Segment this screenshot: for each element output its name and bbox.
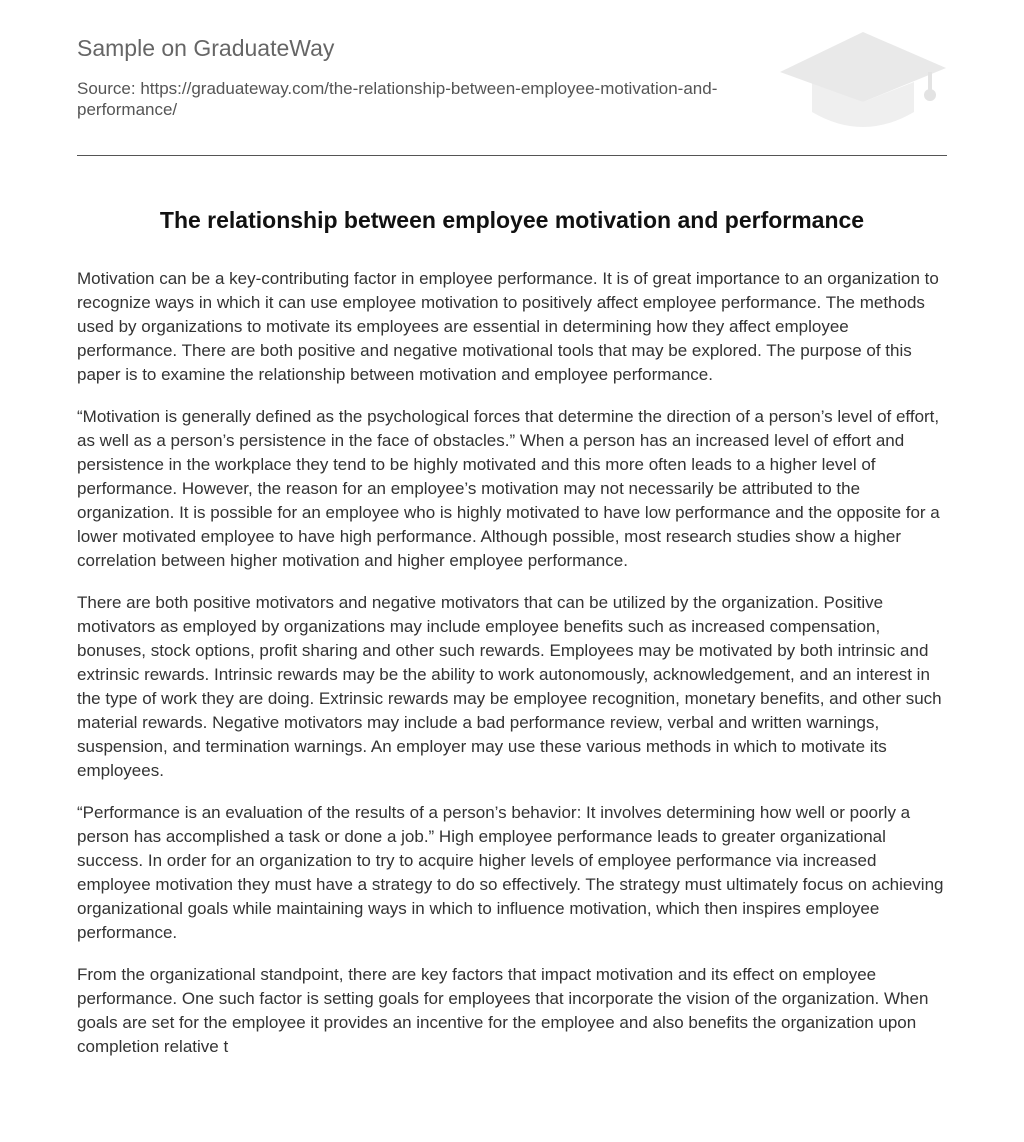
paragraph: Motivation can be a key-contributing factor in employee performance. It is of great importance to an organization to recognize ways in which it can use employee motivation to positively affect employee performance. The methods used by organizations to motivate its employees are essential in determining how they affect employee performance. There are both positive and negative motivational tools that may be explored. The purpose of this paper is to examine the relationship between motivation and employee performance. — [77, 269, 939, 384]
paragraph: “Performance is an evaluation of the results of a person’s behavior: It involves determining how well or poorly a person has accomplished a task or done a job.” High employee performance leads to greater organizational success. In order for an organization to try to acquire higher levels of employee performance via increased employee motivation they must have a strategy to do so effectively. The strategy must ultimately focus on achieving organizational goals while maintaining ways in which to influence motivation, which then inspires employee performance. — [77, 803, 944, 942]
page-header — [77, 0, 947, 156]
article-title: The relationship between employee motivation and performance — [159, 207, 865, 233]
graduation-cap-icon — [780, 30, 946, 134]
source-line — [77, 78, 777, 120]
header-divider — [77, 155, 947, 156]
paragraph: There are both positive motivators and negative motivators that can be utilized by the organization. Positive motivators as employed by organizations may include employee benefits such as increased compensation, bonuses, stock options, profit sharing and other such rewards. Employees may be motivated by both intrinsic and extrinsic rewards. Intrinsic rewards may be the ability to work autonomously, acknowledgement, and an interest in the type of work they are doing. Extrinsic rewards may be employee recognition, monetary benefits, and other such material rewards. Negative motivators may include a bad performance review, verbal and written warnings, suspension, and termination warnings. An employer may use these various methods in which to motivate its employees. — [77, 593, 942, 780]
paragraph: “Motivation is generally defined as the psychological forces that determine the direction of a person’s level of effort, as well as a person’s persistence in the face of obstacles.” When a person has an increased level of effort and persistence in the workplace they tend to be highly motivated and this more often leads to a higher level of performance. However, the reason for an employee’s motivation may not necessarily be attributed to the organization. It is possible for an employee who is highly motivated to have low performance and the opposite for a lower motivated employee to have high performance. Although possible, most research studies show a higher correlation between higher motivation and higher employee performance. — [77, 407, 940, 570]
source-label: Source: — [77, 79, 136, 98]
site-name: Sample on GraduateWay — [77, 35, 335, 61]
article-body — [77, 267, 949, 1077]
source-link[interactable]: https://graduateway.com/the-relationship-between-employee-motivation-and-performance/ — [77, 79, 718, 119]
paragraph: From the organizational standpoint, there are key factors that impact motivation and its effect on employee performance. One such factor is setting goals for employees that incorporate the vision of the organization. When goals are set for the employee it provides an incentive for the employee and also benefits the organization upon completion relative t — [77, 965, 929, 1056]
